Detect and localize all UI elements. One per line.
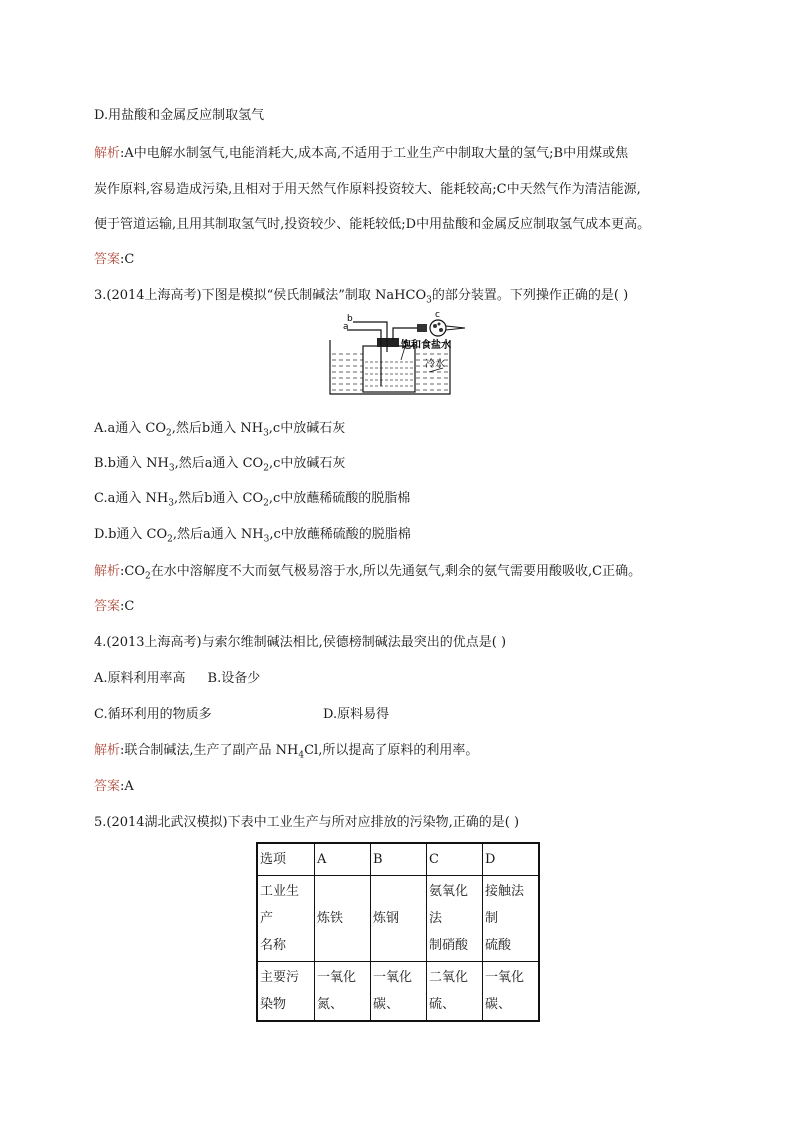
table-cell: A bbox=[315, 843, 371, 876]
q3-option-d: D.b通入 $CO_2$,然后a通入 $NH_3,c$中放蘸稀硫酸的脱脂棉 bbox=[94, 527, 411, 545]
table-row bbox=[257, 876, 539, 962]
table-cell: 接触法 制 硫酸 bbox=[483, 876, 540, 962]
table-cell: 一氧化 碳、 bbox=[483, 962, 540, 1022]
table-cell: 工业生 产 名称 bbox=[257, 876, 315, 962]
q4-stem: 4.(2013上海高考)与索尔维制碱法相比,侯德榜制碱法最突出的优点是( ) bbox=[94, 635, 507, 650]
q4-option-c: C.循环利用的物质多 bbox=[94, 707, 212, 722]
answer-value: :A bbox=[120, 779, 134, 794]
table-cell: 氨氧化 法 制硝酸 bbox=[427, 876, 483, 962]
pollutant-table bbox=[256, 842, 540, 1022]
label-c: c bbox=[435, 312, 440, 320]
table-cell: 一氧化 碳、 bbox=[371, 962, 427, 1022]
answer-value: :C bbox=[120, 599, 135, 614]
q3-option-b: B.b通入 $NH_3$,然后a通入 $CO_2,c$中放碱石灰 bbox=[94, 456, 346, 474]
q4-options-row2 bbox=[94, 706, 212, 724]
answer-label: 答案 bbox=[94, 779, 121, 794]
q4-options-row1 bbox=[94, 670, 260, 688]
stem-text: 3.(2014上海高考)下图是模拟“侯氏制碱法”制取 NaHCO bbox=[94, 288, 427, 303]
q4-option-a: A.原料利用率高 bbox=[94, 671, 186, 686]
label-a: a bbox=[343, 322, 349, 332]
q4-option-b: B.设备少 bbox=[207, 671, 261, 686]
table-cell: 一氧化 氮、 bbox=[315, 962, 371, 1022]
q5-stem: 5.(2014湖北武汉模拟)下表中工业生产与所对应排放的污染物,正确的是( ) bbox=[94, 815, 520, 830]
table-row bbox=[257, 843, 539, 876]
answer-label: 答案 bbox=[94, 599, 121, 614]
q2-analysis-line1 bbox=[94, 145, 628, 163]
drying-tube-tip bbox=[446, 326, 465, 330]
analysis-text: :A中电解水制氢气,电能消耗大,成本高,不适用于工业生产中制取大量的氢气;B中用煤或焦 bbox=[120, 146, 629, 161]
table-cell: 二氧化 硫、 bbox=[427, 962, 483, 1022]
connector bbox=[417, 324, 427, 332]
answer-label: 答案 bbox=[94, 252, 121, 267]
q2-answer bbox=[94, 251, 134, 269]
analysis-label: 解析 bbox=[94, 564, 121, 579]
q3-stem bbox=[94, 287, 628, 310]
q3-analysis: 解析$:CO_2$在水中溶解度不大而氨气极易溶于水,所以先通氨气,剩余的氨气需要用酸吸收,C正确。 bbox=[94, 564, 642, 582]
q4-analysis: 解析:联合制碱法,生产了副产品 $NH_4Cl$,所以提高了原料的利用率。 bbox=[94, 743, 479, 761]
bottle bbox=[363, 346, 415, 392]
table-cell: D bbox=[483, 843, 540, 876]
table-cell: 炼钢 bbox=[371, 876, 427, 962]
drying-tube-bulb bbox=[430, 320, 446, 336]
stopper bbox=[377, 338, 399, 347]
q4-answer bbox=[94, 778, 134, 796]
table-row bbox=[257, 962, 539, 1022]
q2-analysis-line3: 便于管道运输,且用其制取氢气时,投资较少、能耗较低;D中用盐酸和金属反应制取氢气成本更高。 bbox=[94, 217, 651, 232]
label-cold-water: 冷水 bbox=[425, 359, 445, 370]
label-b: b bbox=[347, 314, 353, 324]
q4-option-d: D.原料易得 bbox=[323, 707, 390, 722]
q3-option-c: C.a通入 $NH_3$,然后b通入 $CO_2,c$中放蘸稀硫酸的脱脂棉 bbox=[94, 491, 411, 509]
q2-option-d: D.用盐酸和金属反应制取氢气 bbox=[94, 108, 265, 123]
answer-value: :C bbox=[120, 252, 135, 267]
table-cell: 主要污 染物 bbox=[257, 962, 315, 1022]
q3-option-a: A.a通入 $CO_2$,然后b通入 $NH_3,c$中放碱石灰 bbox=[94, 421, 346, 439]
table-cell: 炼铁 bbox=[315, 876, 371, 962]
subscript: 3 bbox=[426, 295, 432, 306]
analysis-label: 解析 bbox=[94, 743, 121, 758]
table-cell: 选项 bbox=[257, 843, 315, 876]
table-cell: B bbox=[371, 843, 427, 876]
q2-analysis-line2: 炭作原料,容易造成污染,且相对于用天然气作原料投资较大、能耗较高;C中天然气作为清洁能源, bbox=[94, 182, 641, 197]
q3-answer bbox=[94, 598, 134, 616]
label-brine: 饱和食盐水 bbox=[401, 340, 451, 351]
stem-text: 的部分装置。下列操作正确的是( ) bbox=[431, 288, 629, 303]
analysis-label: 解析 bbox=[94, 146, 121, 161]
table-cell: C bbox=[427, 843, 483, 876]
apparatus-figure bbox=[325, 312, 495, 397]
